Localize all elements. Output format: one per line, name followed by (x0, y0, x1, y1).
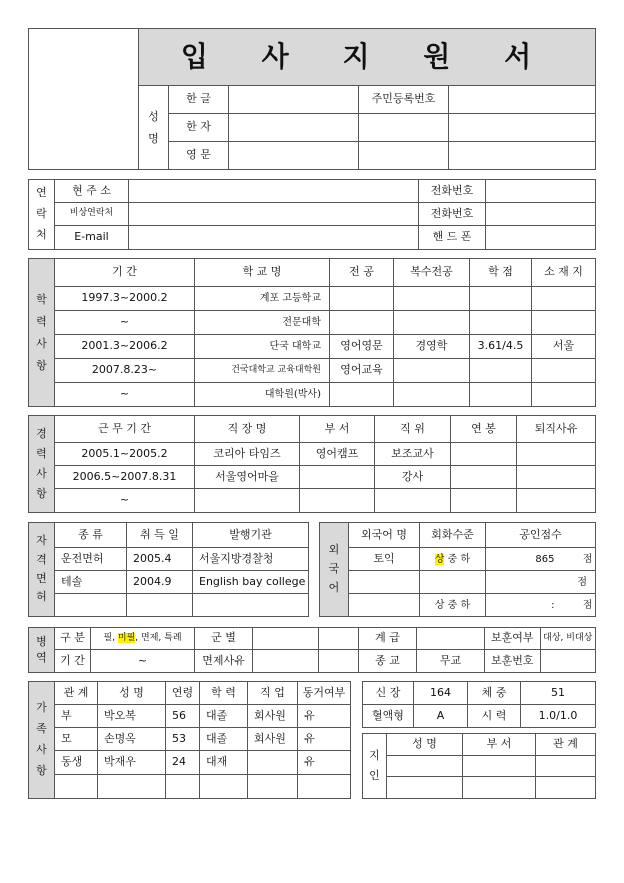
resident-no-field[interactable] (449, 86, 596, 114)
veteran-no-label: 보훈번호 (485, 650, 541, 672)
lang-header-level: 회화수준 (420, 523, 486, 548)
photo-box (29, 29, 139, 170)
career-header-department: 부 서 (300, 416, 375, 443)
hangul-field[interactable] (229, 86, 359, 114)
resident-no-label: 주민등록번호 (359, 86, 449, 114)
lang-header-name: 외국어 명 (349, 523, 420, 548)
table-row (363, 756, 596, 777)
english-field[interactable] (229, 142, 359, 170)
career-section-label: 경 력 사 항 (29, 416, 55, 513)
family-header-education: 학 력 (200, 682, 248, 705)
body-info-table (362, 681, 596, 728)
mobile-label: 핸 드 폰 (419, 226, 486, 250)
english-label: 영 문 (169, 142, 229, 170)
veteran-value: 대상, 비대상 (543, 632, 593, 643)
license-header-issuer: 발행기관 (193, 523, 309, 548)
military-type-value: 필, 미필, 면제, 특례 (91, 628, 195, 650)
table-row: 부 박오복 56 대졸 회사원 유 (29, 705, 351, 728)
blood-value: A (414, 705, 468, 728)
address-field[interactable] (129, 180, 419, 203)
branch-label: 군 별 (195, 628, 253, 650)
family-header-job: 직 업 (248, 682, 298, 705)
license-section-label: 자 격 면 허 (29, 523, 55, 617)
table-row: 테솔 2004.9 English bay college (29, 571, 309, 594)
family-section-label: 가 족 사 항 (29, 682, 55, 799)
table-row: 모 손명옥 53 대졸 회사원 유 (29, 728, 351, 751)
emergency-field[interactable] (129, 203, 419, 226)
license-table (28, 522, 309, 617)
table-row: 2007.8.23~ 건국대학교 교육대학원 영어교육 (29, 359, 596, 383)
period-value: ~ (91, 650, 195, 673)
email-label: E-mail (55, 226, 129, 250)
table-row: 2001.3~2006.2 단국 대학교 영어영문 경영학 3.61/4.5 서울 (29, 335, 596, 359)
license-header-date: 취 득 일 (127, 523, 193, 548)
vision-value: 1.0/1.0 (521, 705, 596, 728)
height-label: 신 장 (363, 682, 414, 705)
emergency-label: 비상연락처 (55, 203, 129, 226)
career-table (28, 415, 596, 513)
career-header-salary: 연 봉 (451, 416, 517, 443)
phone2-label: 전화번호 (419, 203, 486, 226)
family-table (28, 681, 351, 799)
license-header-type: 종 류 (55, 523, 127, 548)
lang-header-score: 공인점수 (486, 523, 596, 548)
education-table (28, 258, 596, 407)
phone1-field[interactable] (486, 180, 596, 203)
table-row (29, 775, 351, 799)
hanja-field[interactable] (229, 114, 359, 142)
blood-label: 혈액형 (363, 705, 414, 728)
weight-value: 51 (521, 682, 596, 705)
rank-field[interactable] (417, 628, 485, 650)
table-row: 토익 상 중 하 865 점 (320, 548, 596, 571)
edu-header-location: 소 재 지 (532, 259, 596, 287)
reference-section-label: 지 인 (363, 734, 387, 799)
reference-header-relation: 관 계 (536, 734, 596, 756)
reference-header-department: 부 서 (463, 734, 536, 756)
address-label: 현 주 소 (55, 180, 129, 203)
table-row (363, 777, 596, 799)
career-header-period: 근 무 기 간 (55, 416, 195, 443)
edu-header-school: 학 교 명 (195, 259, 330, 287)
language-section-label: 외 국 어 (320, 523, 349, 617)
exempt-field[interactable] (253, 650, 319, 673)
table-row: 1997.3~2000.2 계포 고등학교 (29, 287, 596, 311)
page-title: 입 사 지 원 서 (139, 29, 596, 86)
hanja-label: 한 자 (169, 114, 229, 142)
table-row: 2006.5~2007.8.31 서울영어마을 강사 (29, 466, 596, 489)
edu-header-major: 전 공 (330, 259, 394, 287)
hangul-label: 한 글 (169, 86, 229, 114)
family-header-relation: 관 계 (55, 682, 98, 705)
branch-field[interactable] (253, 628, 319, 650)
family-header-name: 성 명 (98, 682, 166, 705)
mobile-field[interactable] (486, 226, 596, 250)
veteran-label: 보훈여부 (485, 628, 541, 649)
language-table (319, 522, 596, 617)
table-row: 운전면허 2005.4 서울지방경찰청 (29, 548, 309, 571)
religion-value: 무교 (417, 650, 485, 673)
career-header-position: 직 위 (375, 416, 451, 443)
religion-label: 종 교 (359, 650, 417, 673)
period-label: 기 간 (55, 650, 91, 673)
header-table (28, 28, 596, 170)
height-value: 164 (414, 682, 468, 705)
phone1-label: 전화번호 (419, 180, 486, 203)
vision-label: 시 력 (468, 705, 521, 728)
family-header-age: 연령 (166, 682, 200, 705)
military-section-label: 병 역 (29, 628, 55, 673)
contact-section-label: 연 락 처 (29, 180, 55, 250)
career-header-reason: 퇴직사유 (517, 416, 596, 443)
reference-header-name: 성 명 (387, 734, 463, 756)
education-section-label: 학 력 사 항 (29, 259, 55, 407)
weight-label: 체 중 (468, 682, 521, 705)
table-row: 상 중 하 : 점 (320, 594, 596, 617)
email-field[interactable] (129, 226, 419, 250)
reference-table (362, 733, 596, 799)
phone2-field[interactable] (486, 203, 596, 226)
contact-table (28, 179, 596, 250)
edu-header-double-major: 복수전공 (394, 259, 470, 287)
family-header-cohabit: 동거여부 (298, 682, 351, 705)
military-type-label: 구 분 (55, 628, 91, 650)
table-row: ~ (29, 489, 596, 513)
table-row: 동생 박재우 24 대재 유 (29, 751, 351, 775)
rank-label: 계 급 (359, 628, 417, 650)
career-header-company: 직 장 명 (195, 416, 300, 443)
table-row: 2005.1~2005.2 코리아 타임즈 영어캠프 보조교사 (29, 443, 596, 466)
veteran-no-field[interactable] (541, 650, 596, 672)
table-row (29, 594, 309, 617)
name-section-label: 성 명 (139, 86, 169, 170)
table-row: 점 (320, 571, 596, 594)
table-row: ~ 전문대학 (29, 311, 596, 335)
table-row: ~ 대학원(박사) (29, 383, 596, 407)
military-table (28, 627, 596, 673)
edu-header-gpa: 학 점 (470, 259, 532, 287)
exempt-label: 면제사유 (195, 650, 253, 673)
edu-header-period: 기 간 (55, 259, 195, 287)
